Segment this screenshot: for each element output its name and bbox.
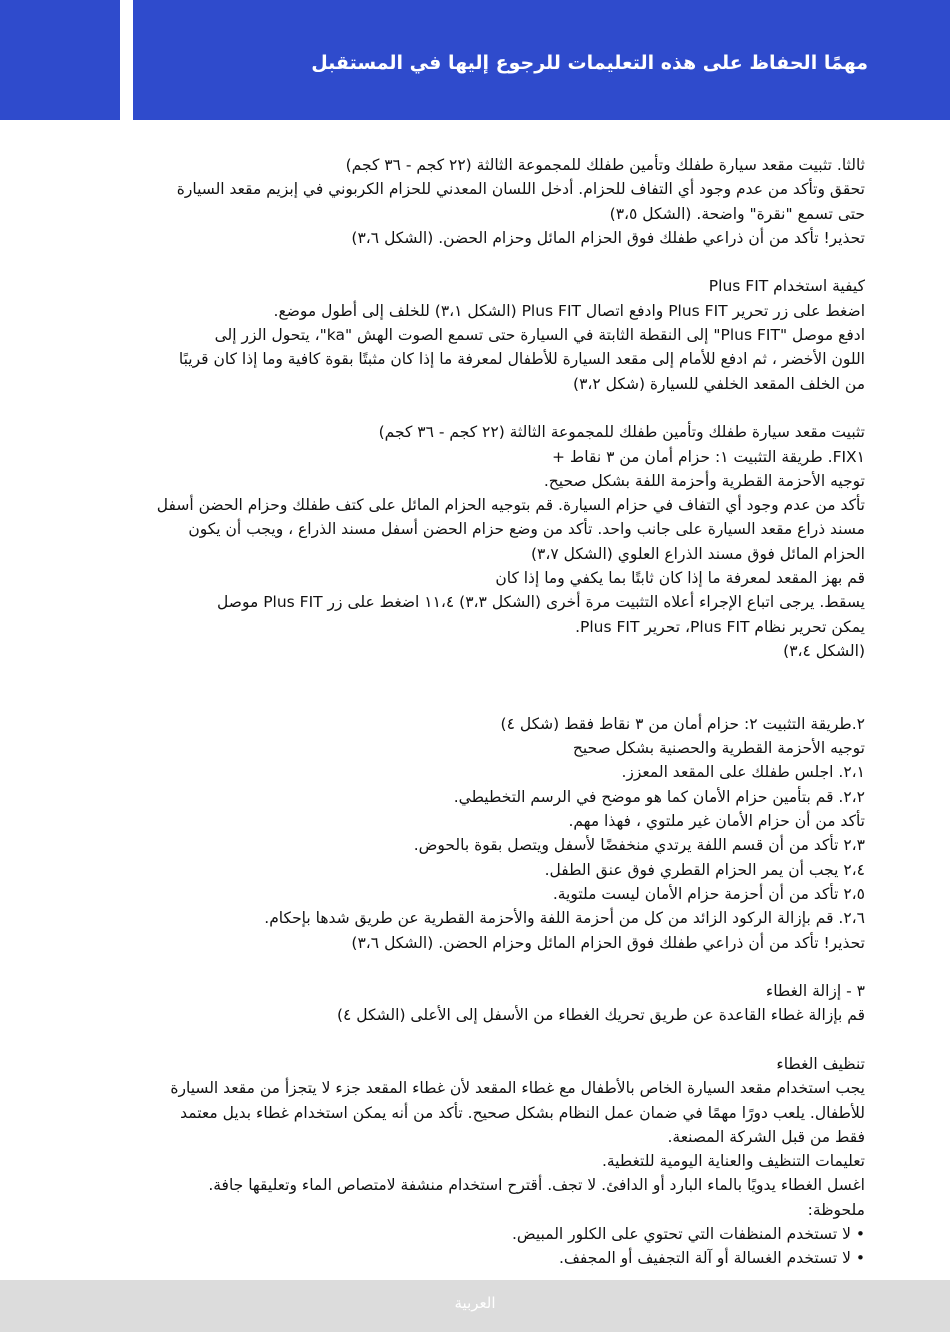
text-line: تأكد من أن حزام الأمان غير ملتوي ، فهذا مهم. [568, 812, 865, 831]
text-section [100, 420, 865, 663]
text-line: (الشكل ٣،٤) [783, 641, 865, 660]
text-line: للأطفال. يلعب دورًا مهمًا في ضمان عمل النظام بشكل صحيح. تأكد من أنه يمكن استخدام غطاء بديل معتمد [180, 1103, 865, 1122]
text-line: تثبيت مقعد سيارة طفلك وتأمين طفلك للمجموعة الثالثة (٢٢ كجم - ٣٦ كجم) [378, 423, 865, 442]
text-line: FIX١. طريقة التثبيت ١: حزام أمان من ٣ نقاط + [552, 447, 865, 466]
text-line: تأكد من عدم وجود أي التفاف في حزام السيارة. قم بتوجيه الحزام المائل على كتف طفلك وحزام الحضن أسفل [156, 496, 865, 515]
language-label: العربية [454, 1294, 496, 1312]
text-line: ٢،١. اجلس طفلك على المقعد المعزز. [621, 763, 865, 782]
header-band-left [0, 0, 120, 120]
text-line: يسقط. يرجى اتباع الإجراء أعلاه التثبيت مرة أخرى (الشكل ٣،٣) ١١،٤ اضغط على زر Plus FIT موصل [217, 593, 865, 612]
text-line: ٢،٥ تأكد من أن أحزمة حزام الأمان ليست ملتوية. [552, 884, 865, 903]
text-line: من الخلف المقعد الخلفي للسيارة (شكل ٣،٢) [573, 374, 865, 393]
text-line: يجب استخدام مقعد السيارة الخاص بالأطفال مع غطاء المقعد لأن غطاء المقعد جزء لا يتجزأ من مقعد السيارة [170, 1079, 865, 1098]
text-line: فقط من قبل الشركة المصنعة. [667, 1127, 865, 1146]
text-line: اضغط على زر تحرير Plus FIT وادفع اتصال Plus FIT (الشكل ٣،١) للخلف إلى أطول موضع. [273, 301, 865, 320]
text-section [100, 153, 865, 250]
text-line: ٢،٣ تأكد من أن قسم اللفة يرتدي منخفضًا لأسفل ويتصل بقوة بالحوض. [413, 836, 865, 855]
text-line: • لا تستخدم الغسالة أو آلة التجفيف أو المجفف. [558, 1249, 865, 1268]
text-line: تعليمات التنظيف والعناية اليومية للتغطية. [601, 1152, 865, 1171]
text-line: ٢،٢. قم بتأمين حزام الأمان كما هو موضح في الرسم التخطيطي. [453, 787, 865, 806]
text-line: تنظيف الغطاء [776, 1054, 865, 1073]
text-line: تحذير! تأكد من أن ذراعي طفلك فوق الحزام المائل وحزام الحضن. (الشكل ٣،٦) [351, 933, 865, 952]
text-line: توجيه الأحزمة القطرية والحصنية بشكل صحيح [572, 739, 865, 758]
text-section [100, 712, 865, 955]
text-line: ٢،٦. قم بإزالة الركود الزائد من كل من أحزمة اللفة والأحزمة القطرية عن طريق شدها بإحكام. [264, 909, 865, 928]
text-line: مسند ذراع مقعد السيارة على جانب واحد. تأكد من وضع حزام الحضن أسفل مسند الذراع ، ويجب أن يكون [188, 520, 865, 539]
text-line: كيفية استخدام Plus FIT [708, 277, 865, 296]
text-section [100, 1052, 865, 1271]
document-body [100, 153, 865, 1295]
text-line: ثالثا. تثبيت مقعد سيارة طفلك وتأمين طفلك للمجموعة الثالثة (٢٢ كجم - ٣٦ كجم) [345, 156, 865, 174]
text-line: الحزام المائل فوق مسند الذراع العلوي (الشكل ٣،٧) [530, 544, 865, 563]
text-line: توجيه الأحزمة القطرية وأحزمة اللفة بشكل صحيح. [543, 471, 865, 490]
text-line: ٢.طريقة التثبيت ٢: حزام أمان من ٣ نقاط فقط (شكل ٤) [500, 714, 865, 733]
text-line: اللون الأخضر ، ثم ادفع للأمام إلى مقعد السيارة للأطفال لمعرفة ما إذا كان مثبتًا بقوة كافية وما إذا كان قريبًا [178, 350, 865, 369]
text-line: يمكن تحرير نظام Plus FIT، تحرير Plus FIT. [575, 617, 865, 636]
page-header-title: مهمًا الحفاظ على هذه التعليمات للرجوع إليها في المستقبل [311, 52, 868, 74]
text-line: ادفع موصل "Plus FIT" إلى النقطة الثابتة في السيارة حتى تسمع الصوت الهش "ka"، يتحول الزر إلى [214, 326, 865, 345]
text-section [100, 979, 865, 1028]
text-line: • لا تستخدم المنظفات التي تحتوي على الكلور المبيض. [511, 1225, 865, 1244]
text-line: تحقق وتأكد من عدم وجود أي التفاف للحزام. أدخل اللسان المعدني للحزام الكربوني في إبزيم مقعد السيارة [176, 180, 865, 199]
text-line: حتى تسمع "نقرة" واضحة. (الشكل ٣،٥) [609, 204, 865, 223]
text-line: قم بإزالة غطاء القاعدة عن طريق تحريك الغطاء من الأسفل إلى الأعلى (الشكل ٤) [336, 1006, 865, 1025]
text-line: تحذير! تأكد من أن ذراعي طفلك فوق الحزام المائل وحزام الحضن. (الشكل ٣،٦) [351, 228, 865, 247]
page-footer [0, 1280, 950, 1332]
text-line: قم بهز المقعد لمعرفة ما إذا كان ثابتًا بما يكفي وما إذا كان [495, 569, 865, 588]
text-section [100, 274, 865, 395]
text-line: اغسل الغطاء يدويًا بالماء البارد أو الدافئ. لا تجف. أقترح استخدام منشفة لامتصاص الماء وتعليقها جافة. [208, 1176, 865, 1195]
text-line: ملحوظة: [807, 1200, 865, 1219]
text-line: ٣ - إزالة الغطاء [765, 982, 865, 1001]
text-line: ٢،٤ يجب أن يمر الحزام القطري فوق عنق الطفل. [544, 860, 865, 879]
